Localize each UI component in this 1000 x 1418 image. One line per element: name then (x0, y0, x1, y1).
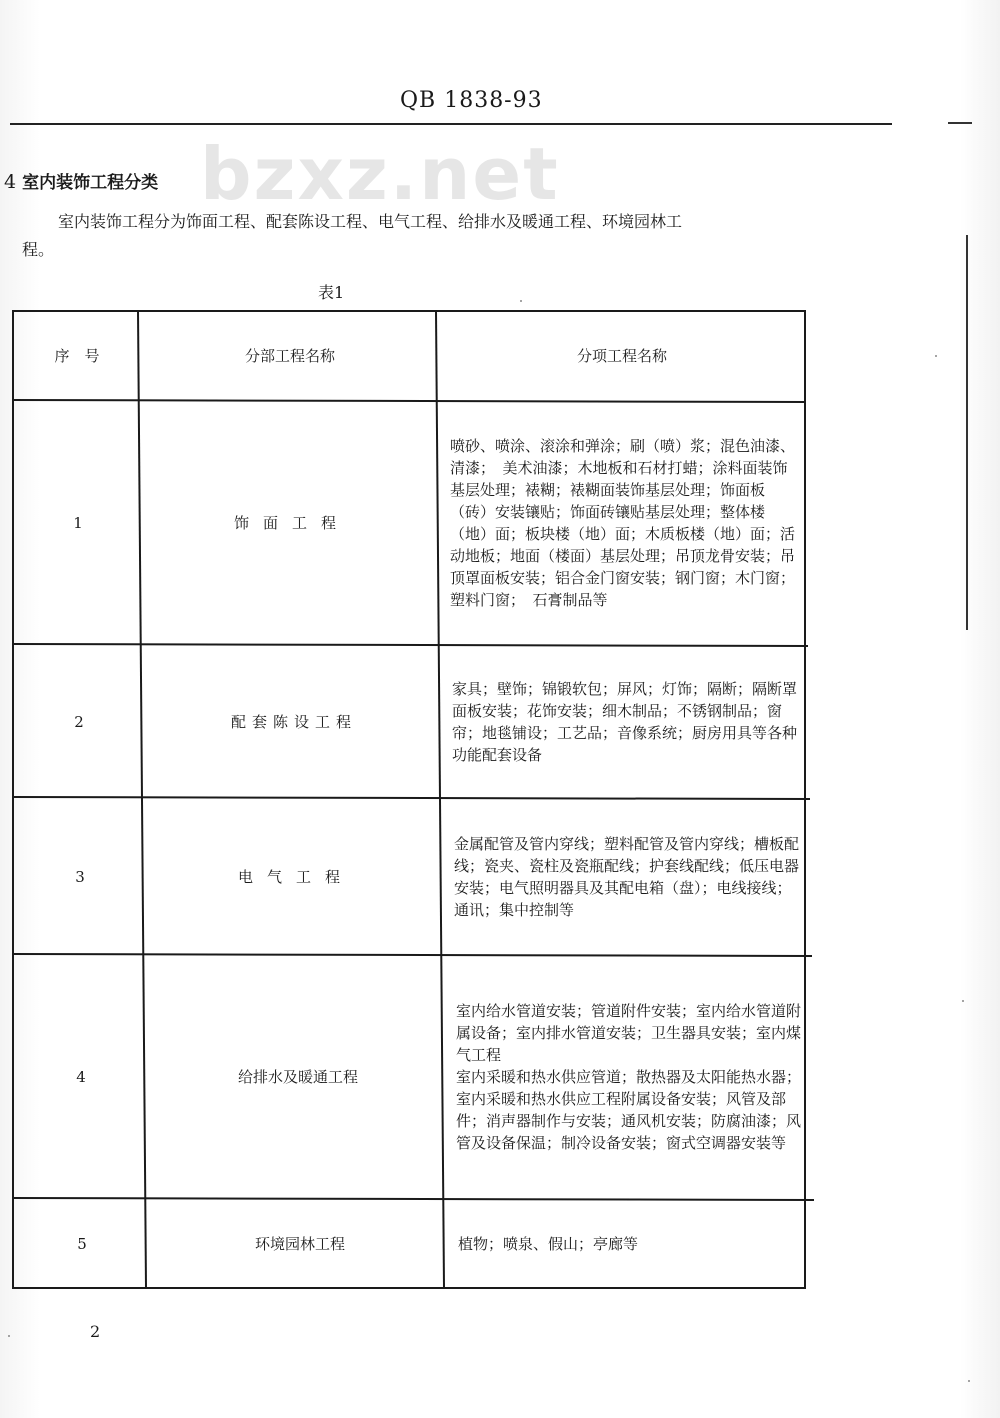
scan-speck (962, 1000, 964, 1002)
header-subitem: 分项工程名称 (576, 347, 667, 365)
watermark: bzxz.net (200, 132, 560, 216)
scan-speck (520, 300, 522, 302)
margin-line (966, 235, 968, 630)
row-2-division: 配套陈设工程 (230, 712, 357, 731)
row-2-items: 家具；壁饰；锦锻软包；屏风；灯饰；隔断；隔断罩面板安装；花饰安装；细木制品；不锈钢制品；窗帘；地毯铺设；工艺品；音像系统；厨房用具等各种功能配套设备 (452, 679, 798, 764)
header-seq: 序 号 (54, 347, 100, 365)
row-2-seq: 2 (74, 712, 84, 731)
row-3-seq: 3 (75, 867, 85, 886)
row-3-items: 金属配管及管内穿线；塑料配管及管内穿线；槽板配线；瓷夹、瓷柱及瓷瓶配线；护套线配线；低压电器安装；电气照明器具及其配电箱（盘）；电线接线；通讯；集中控制等 (454, 834, 800, 919)
header-division: 分部工程名称 (244, 347, 335, 365)
margin-mark (948, 122, 972, 124)
row-3-division: 电气工程 (237, 867, 354, 886)
intro-paragraph: 室内装饰工程分为饰面工程、配套陈设工程、电气工程、给排水及暖通工程、环境园林工程。 (22, 212, 683, 259)
section-number: 4 (4, 171, 17, 193)
section-heading (4, 168, 158, 193)
row-5-division: 环境园林工程 (254, 1235, 345, 1253)
row-4-division: 给排水及暖通工程 (237, 1068, 358, 1086)
header-rule (10, 123, 892, 125)
row-1-division: 饰面工程 (233, 514, 350, 532)
row-5-items: 植物；喷泉、假山；亭廊等 (458, 1235, 639, 1253)
row-4-items: 室内给水管道安装；管道附件安装；室内给水管道附属设备；室内排水管道安装；卫生器具安装；室内煤气工程 室内采暖和热水供应管道；散热器及太阳能热水器；室内采暖和热水供应工程附属设备安装；风管及部件；消声器制作与安装；通风机安装；防腐油漆；风管及设备保温；制冷设备安装；窗式空调器安装等 (456, 1002, 802, 1152)
row-1-items: 喷砂、喷涂、滚涂和弹涂；刷（喷）浆；混色油漆、清漆； 美术油漆；木地板和石材打蜡；涂料面装饰基层处理；裱糊；裱糊面装饰基层处理；饰面板（砖）安装镶贴；饰面砖镶贴基层处理；整体楼（地）面；板块楼（地）面；木质板楼（地）面；活动地板；地面（楼面）基层处理；吊顶龙骨安装；吊顶罩面板安装；铝合金门窗安装；钢门窗；木门窗； 塑料门窗； 石膏制品等 (450, 437, 803, 609)
section-title: 室内装饰工程分类 (22, 173, 159, 193)
standard-code: QB 1838-93 (400, 88, 543, 113)
table-caption: 表1 (318, 283, 345, 302)
row-1-seq: 1 (73, 514, 83, 532)
row-4-seq: 4 (76, 1068, 86, 1086)
scan-speck (8, 1335, 10, 1337)
classification-table (12, 310, 817, 1290)
scan-speck (968, 1380, 970, 1382)
page-number: 2 (90, 1322, 101, 1341)
scan-speck (935, 355, 937, 357)
row-5-seq: 5 (77, 1235, 87, 1253)
